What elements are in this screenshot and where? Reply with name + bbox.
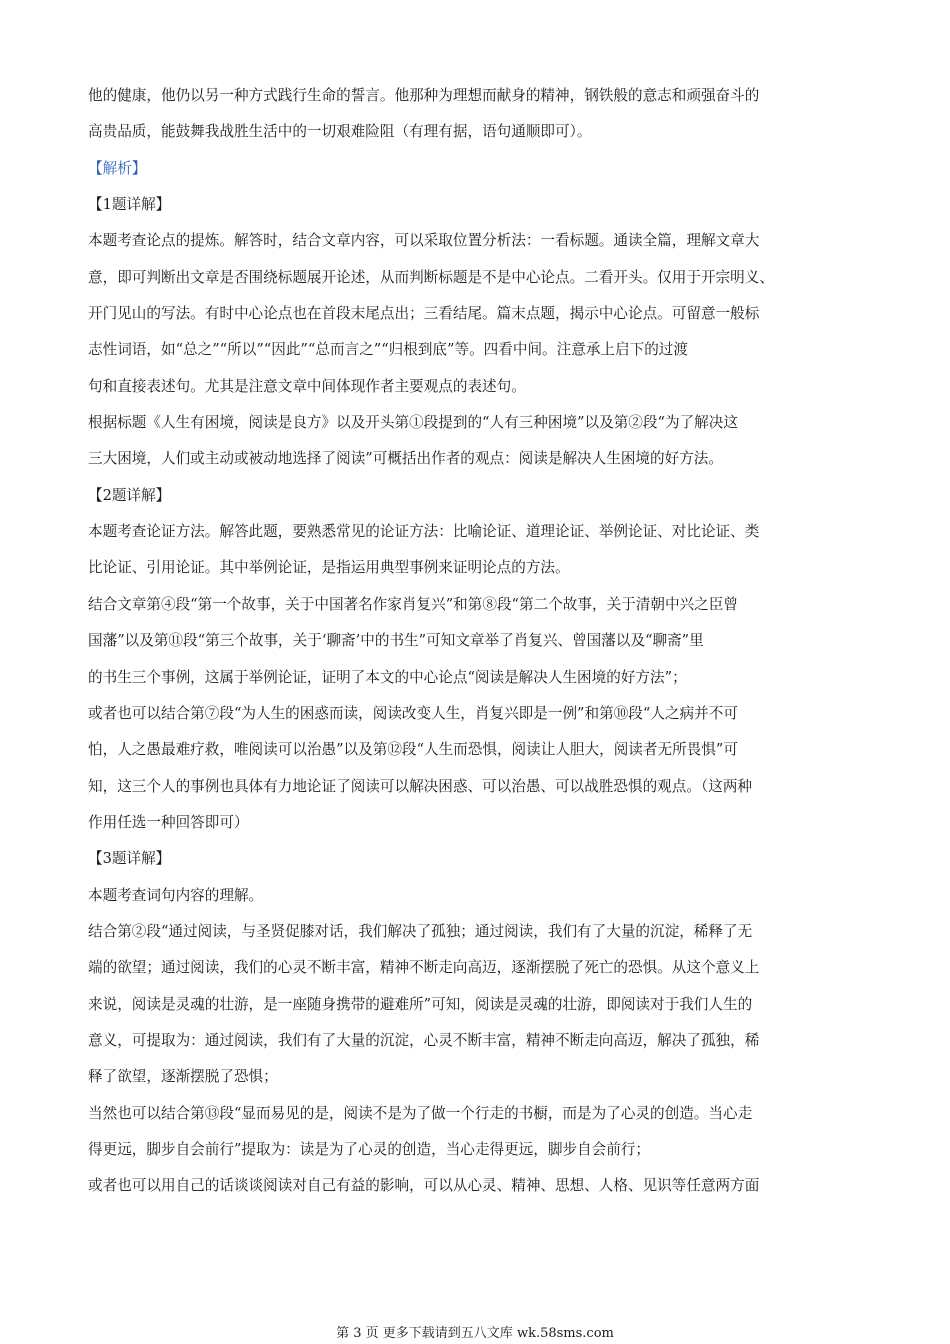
- body-line: 句和直接表述句。尤其是注意文章中间体现作者主要观点的表述句。: [88, 377, 526, 395]
- body-line: 端的欲望；通过阅读，我们的心灵不断丰富，精神不断走向高迈，逐渐摆脱了死亡的恐惧。从这个意义上: [88, 959, 760, 977]
- section-heading-q3: 【3题详解】: [88, 850, 171, 868]
- body-line: 国藩”以及第⑪段“第三个故事，关于‘聊斋’中的书生”可知文章举了肖复兴、曾国藩以及“聊斋”里: [88, 632, 704, 650]
- body-line: 来说，阅读是灵魂的壮游，是一座随身携带的避难所”可知，阅读是灵魂的壮游，即阅读对于我们人生的: [88, 995, 753, 1013]
- body-line: 高贵品质，能鼓舞我战胜生活中的一切艰难险阻（有理有据，语句通顺即可）。: [88, 123, 592, 141]
- body-line: 根据标题《人生有困境，阅读是良方》以及开头第①段提到的“人有三种困境”以及第②段“为了解决这: [88, 414, 738, 432]
- analysis-heading: 【解析】: [88, 159, 147, 177]
- body-line: 三大困境，人们或主动或被动地选择了阅读”可概括出作者的观点：阅读是解决人生困境的好方法。: [88, 450, 723, 468]
- document-body: [88, 78, 868, 1205]
- body-line: 知，这三个人的事例也具体有力地论证了阅读可以解决困惑、可以治愚、可以战胜恐惧的观点。（这两种: [88, 777, 753, 795]
- body-line: 意，即可判断出文章是否围绕标题展开论述，从而判断标题是不是中心论点。二看开头。仅用于开宗明义、: [88, 268, 774, 286]
- body-line: 的书生三个事例，这属于举例论证，证明了本文的中心论点“阅读是解决人生困境的好方法”；: [88, 668, 687, 686]
- body-line: 当然也可以结合第⑬段“显而易见的是，阅读不是为了做一个行走的书橱，而是为了心灵的创造。当心走: [88, 1104, 753, 1122]
- body-line: 释了欲望，逐渐摆脱了恐惧；: [88, 1068, 278, 1086]
- body-line: 志性词语，如“总之”“所以”“因此”“总而言之”“归根到底”等。四看中间。注意承上启下的过渡: [88, 341, 688, 359]
- body-line: 作用任选一种回答即可）: [88, 813, 249, 831]
- body-line: 或者也可以用自己的话谈谈阅读对自己有益的影响，可以从心灵、精神、思想、人格、见识等任意两方面: [88, 1177, 760, 1195]
- page-footer: 第 3 页 更多下载请到五八文库 wk.58sms.com: [336, 1326, 614, 1341]
- body-line: 结合文章第④段“第一个故事，关于中国著名作家肖复兴”和第⑧段“第二个故事，关于清朝中兴之臣曾: [88, 595, 738, 613]
- body-line: 开门见山的写法。有时中心论点也在首段末尾点出；三看结尾。篇末点题，揭示中心论点。可留意一般标: [88, 305, 760, 323]
- body-line: 比论证、引用论证。其中举例论证，是指运用典型事例来证明论点的方法。: [88, 559, 570, 577]
- section-heading-q1: 【1题详解】: [88, 196, 171, 214]
- body-line: 得更远，脚步自会前行”提取为：读是为了心灵的创造，当心走得更远，脚步自会前行；: [88, 1140, 651, 1158]
- body-line: 或者也可以结合第⑦段“为人生的困惑而读，阅读改变人生，肖复兴即是一例”和第⑩段“人之病并不可: [88, 704, 738, 722]
- body-line: 他的健康，他仍以另一种方式践行生命的誓言。他那种为理想而献身的精神，钢铁般的意志和顽强奋斗的: [88, 87, 760, 104]
- body-line: 本题考查词句内容的理解。: [88, 886, 264, 904]
- body-line: 本题考查论证方法。解答此题，要熟悉常见的论证方法：比喻论证、道理论证、举例论证、对比论证、类: [88, 523, 760, 541]
- section-heading-q2: 【2题详解】: [88, 486, 171, 504]
- body-line: 结合第②段“通过阅读，与圣贤促膝对话，我们解决了孤独；通过阅读，我们有了大量的沉淀，稀释了无: [88, 922, 753, 940]
- body-line: 本题考查论点的提炼。解答时，结合文章内容，可以采取位置分析法：一看标题。通读全篇，理解文章大: [88, 232, 760, 250]
- body-line: 意义，可提取为：通过阅读，我们有了大量的沉淀，心灵不断丰富，精神不断走向高迈，解决了孤独，稀: [88, 1031, 760, 1049]
- body-line: 怕，人之愚最难疗救，唯阅读可以治愚”以及第⑫段“人生而恐惧，阅读让人胆大，阅读者无所畏惧”可: [88, 741, 738, 759]
